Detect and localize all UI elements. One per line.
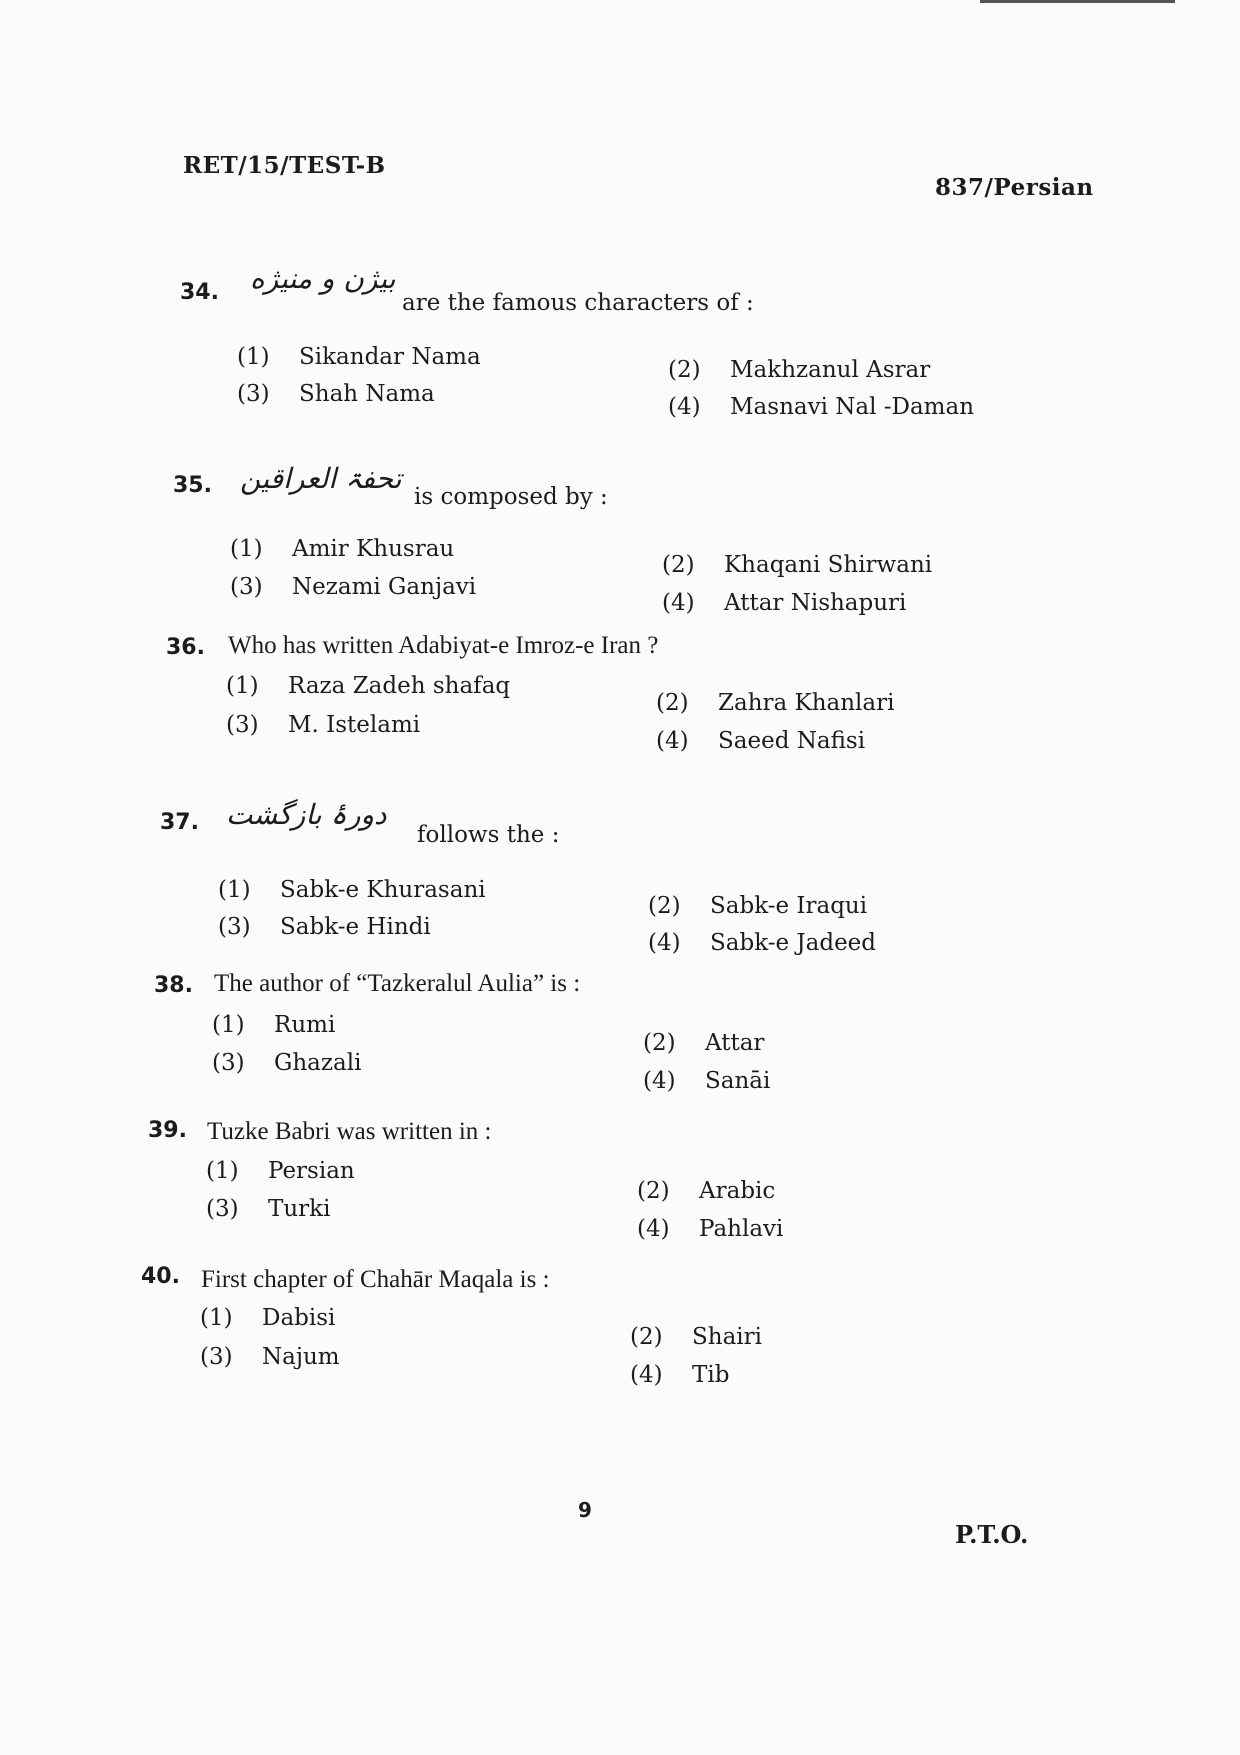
paper-code: RET/15/TEST-B (183, 152, 386, 179)
option-label: Zahra Khanlari (718, 690, 895, 716)
option-2[interactable] (656, 690, 894, 716)
option-1[interactable] (226, 673, 510, 699)
option-2[interactable] (637, 1178, 775, 1204)
option-3[interactable] (218, 914, 431, 940)
option-1[interactable] (200, 1305, 335, 1331)
option-label: Sanāi (705, 1068, 771, 1094)
option-number: (2) (668, 357, 701, 383)
option-label: Makhzanul Asrar (730, 357, 931, 383)
option-label: Dabisi (262, 1305, 336, 1331)
option-label: M. Istelami (288, 712, 421, 738)
option-number: (3) (237, 381, 270, 407)
option-number: (3) (206, 1196, 239, 1222)
option-4[interactable] (656, 728, 865, 754)
option-3[interactable] (206, 1196, 330, 1222)
option-1[interactable] (212, 1012, 335, 1038)
option-number: (2) (637, 1178, 670, 1204)
option-label: Rumi (274, 1012, 336, 1038)
option-number: (1) (237, 344, 270, 370)
option-1[interactable] (230, 536, 454, 562)
option-label: Arabic (699, 1178, 776, 1204)
option-number: (4) (662, 590, 695, 616)
option-4[interactable] (637, 1216, 783, 1242)
question-number: 34. (180, 280, 219, 305)
option-number: (3) (212, 1050, 245, 1076)
option-number: (4) (643, 1068, 676, 1094)
option-number: (4) (630, 1362, 663, 1388)
option-label: Attar (705, 1030, 765, 1056)
option-1[interactable] (206, 1158, 355, 1184)
question-text: is composed by : (414, 484, 608, 510)
option-label: Shairi (692, 1324, 762, 1350)
option-number: (1) (218, 877, 251, 903)
option-number: (1) (212, 1012, 245, 1038)
option-number: (1) (206, 1158, 239, 1184)
question-number: 35. (173, 473, 212, 498)
urdu-phrase: تحفۃ العراقین (240, 462, 402, 495)
question-number: 38. (154, 973, 193, 998)
option-number: (1) (226, 673, 259, 699)
option-4[interactable] (668, 394, 974, 420)
question-number: 40. (141, 1264, 180, 1289)
option-label: Turki (268, 1196, 331, 1222)
option-label: Attar Nishapuri (724, 590, 907, 616)
option-number: (2) (656, 690, 689, 716)
option-number: (3) (218, 914, 251, 940)
urdu-phrase: دورۂ بازگشت (226, 798, 387, 831)
option-number: (2) (630, 1324, 663, 1350)
question-number: 39. (148, 1118, 187, 1143)
option-number: (3) (226, 712, 259, 738)
option-label: Sabk-e Hindi (280, 914, 431, 940)
option-number: (4) (668, 394, 701, 420)
option-number: (3) (200, 1344, 233, 1370)
option-label: Sikandar Nama (299, 344, 481, 370)
option-4[interactable] (648, 930, 876, 956)
option-label: Raza Zadeh shafaq (288, 673, 511, 699)
option-label: Tib (692, 1362, 730, 1388)
option-number: (1) (230, 536, 263, 562)
question-number: 37. (160, 810, 199, 835)
option-label: Khaqani Shirwani (724, 552, 933, 578)
question-text: follows the : (417, 822, 560, 848)
option-2[interactable] (630, 1324, 762, 1350)
option-label: Nezami Ganjavi (292, 574, 477, 600)
option-label: Sabk-e Iraqui (710, 893, 868, 919)
option-number: (2) (662, 552, 695, 578)
option-4[interactable] (662, 590, 906, 616)
option-label: Pahlavi (699, 1216, 784, 1242)
page-number: 9 (578, 1498, 592, 1522)
option-4[interactable] (630, 1362, 729, 1388)
option-3[interactable] (237, 381, 435, 407)
option-1[interactable] (218, 877, 486, 903)
option-label: Saeed Nafisi (718, 728, 866, 754)
option-number: (3) (230, 574, 263, 600)
option-label: Amir Khusrau (292, 536, 455, 562)
option-3[interactable] (230, 574, 476, 600)
option-label: Ghazali (274, 1050, 362, 1076)
option-number: (2) (643, 1030, 676, 1056)
question-text: Tuzke Babri was written in : (207, 1118, 492, 1145)
option-label: Shah Nama (299, 381, 435, 407)
option-number: (1) (200, 1305, 233, 1331)
option-2[interactable] (643, 1030, 764, 1056)
question-text: Who has written Adabiyat-e Imroz-e Iran ? (228, 632, 659, 659)
top-rule (980, 0, 1175, 3)
option-4[interactable] (643, 1068, 770, 1094)
pto-label: P.T.O. (955, 1520, 1029, 1549)
option-label: Najum (262, 1344, 340, 1370)
option-number: (4) (656, 728, 689, 754)
option-2[interactable] (668, 357, 930, 383)
question-text: The author of “Tazkeralul Aulia” is : (214, 970, 581, 997)
option-2[interactable] (662, 552, 932, 578)
option-2[interactable] (648, 893, 867, 919)
option-number: (4) (637, 1216, 670, 1242)
option-1[interactable] (237, 344, 481, 370)
urdu-phrase: بیژن و منیژه (250, 262, 396, 295)
option-number: (4) (648, 930, 681, 956)
question-number: 36. (166, 635, 205, 660)
option-label: Sabk-e Khurasani (280, 877, 486, 903)
option-label: Masnavi Nal -Daman (730, 394, 975, 420)
option-3[interactable] (226, 712, 420, 738)
subject-code: 837/Persian (935, 174, 1094, 201)
question-text: are the famous characters of : (402, 290, 754, 316)
option-3[interactable] (200, 1344, 340, 1370)
option-label: Persian (268, 1158, 355, 1184)
option-number: (2) (648, 893, 681, 919)
option-3[interactable] (212, 1050, 361, 1076)
question-text: First chapter of Chahār Maqala is : (201, 1266, 550, 1293)
option-label: Sabk-e Jadeed (710, 930, 877, 956)
